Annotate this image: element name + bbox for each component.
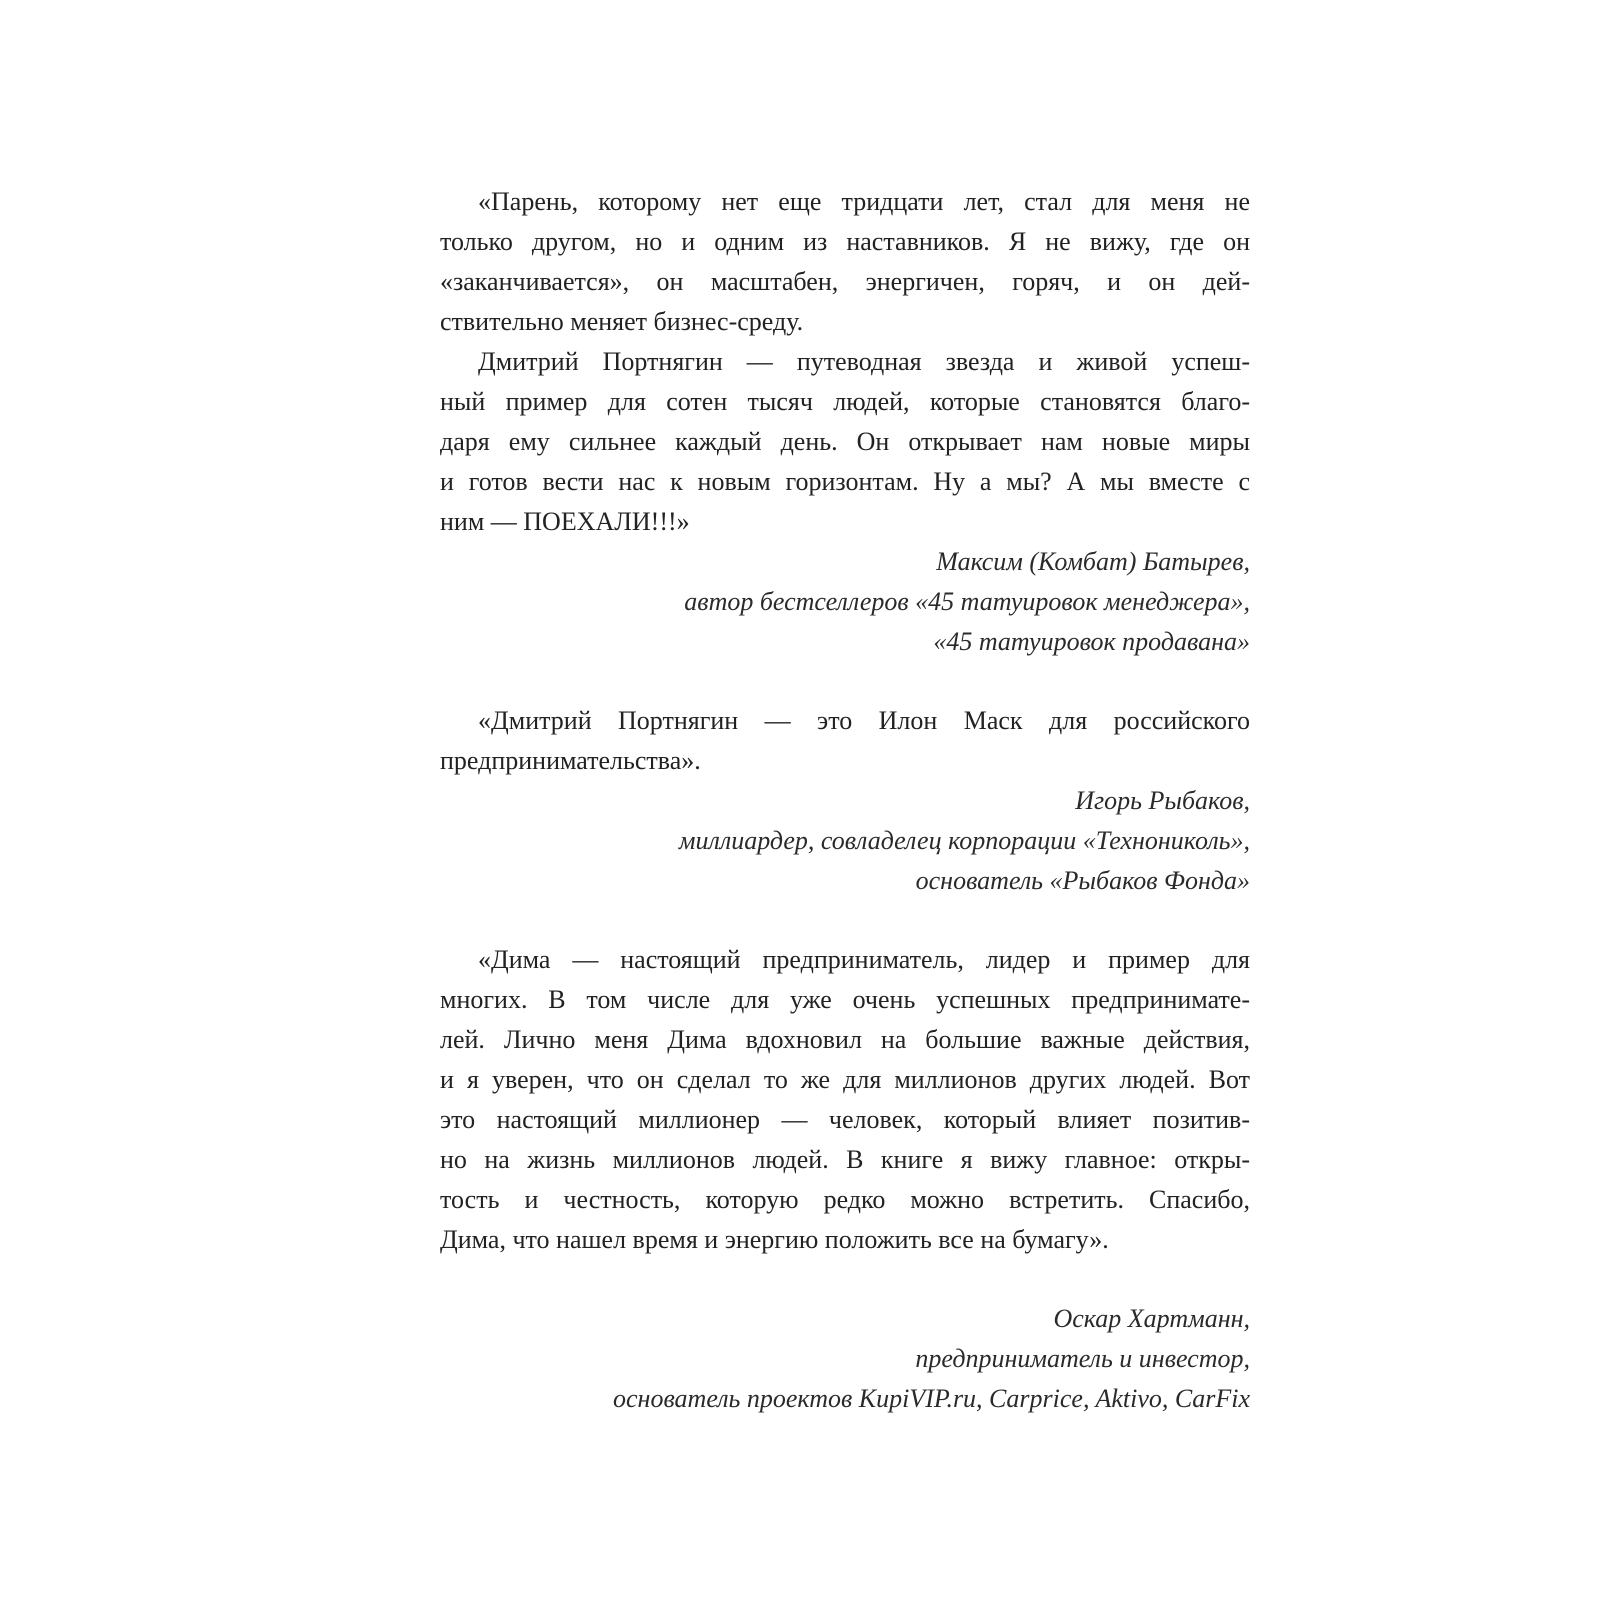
- attribution-name: Оскар Хартманн,: [1053, 1304, 1250, 1333]
- quote-line: это настоящий миллионер — человек, который влияет позитив-: [440, 1105, 1250, 1134]
- attribution-title: основатель проектов KupiVIP.ru, Carprice, Aktivo, CarFix: [613, 1384, 1250, 1413]
- quote-line: только другом, но и одним из наставников. Я не вижу, где он: [440, 227, 1250, 256]
- quote-line: тость и честность, которую редко можно встретить. Спасибо,: [440, 1185, 1250, 1214]
- attribution-title: основатель «Рыбаков Фонда»: [915, 866, 1250, 895]
- quote-line: «Дмитрий Портнягин — это Илон Маск для российского: [478, 706, 1250, 735]
- quote-line: лей. Лично меня Дима вдохновил на большие важные действия,: [440, 1025, 1250, 1054]
- quote-line: даря ему сильнее каждый день. Он открывает нам новые миры: [440, 427, 1250, 456]
- quote-line: Дима, что нашел время и энергию положить все на бумагу».: [440, 1225, 1109, 1254]
- quote-line: «заканчивается», он масштабен, энергичен, горяч, и он дей-: [440, 267, 1250, 296]
- quote-line: ним — ПОЕХАЛИ!!!»: [440, 507, 690, 536]
- attribution-title: предприниматель и инвестор,: [915, 1344, 1250, 1373]
- quote-line: предпринимательства».: [440, 746, 701, 775]
- quote-line: «Парень, которому нет еще тридцати лет, стал для меня не: [478, 187, 1250, 216]
- quote-line: и готов вести нас к новым горизонтам. Ну а мы? А мы вместе с: [440, 467, 1250, 496]
- attribution-name: Максим (Комбат) Батырев,: [936, 547, 1250, 576]
- quote-line: многих. В том числе для уже очень успешных предпринимате-: [440, 985, 1250, 1014]
- attribution-title: «45 татуировок продавана»: [933, 627, 1250, 656]
- quote-line: и я уверен, что он сделал то же для миллионов других людей. Вот: [440, 1065, 1250, 1094]
- quote-line: но на жизнь миллионов людей. В книге я вижу главное: откры-: [440, 1145, 1250, 1174]
- quote-line: Дмитрий Портнягин — путеводная звезда и живой успеш-: [478, 347, 1250, 376]
- attribution-name: Игорь Рыбаков,: [1075, 786, 1250, 815]
- attribution-title: миллиардер, совладелец корпорации «Технониколь»,: [678, 826, 1250, 855]
- quote-line: ствительно меняет бизнес-среду.: [440, 307, 804, 336]
- attribution-title: автор бестселлеров «45 татуировок менеджера»,: [684, 587, 1250, 616]
- quote-line: ный пример для сотен тысяч людей, которые становятся благо-: [440, 387, 1250, 416]
- quote-line: «Дима — настоящий предприниматель, лидер и пример для: [478, 945, 1250, 974]
